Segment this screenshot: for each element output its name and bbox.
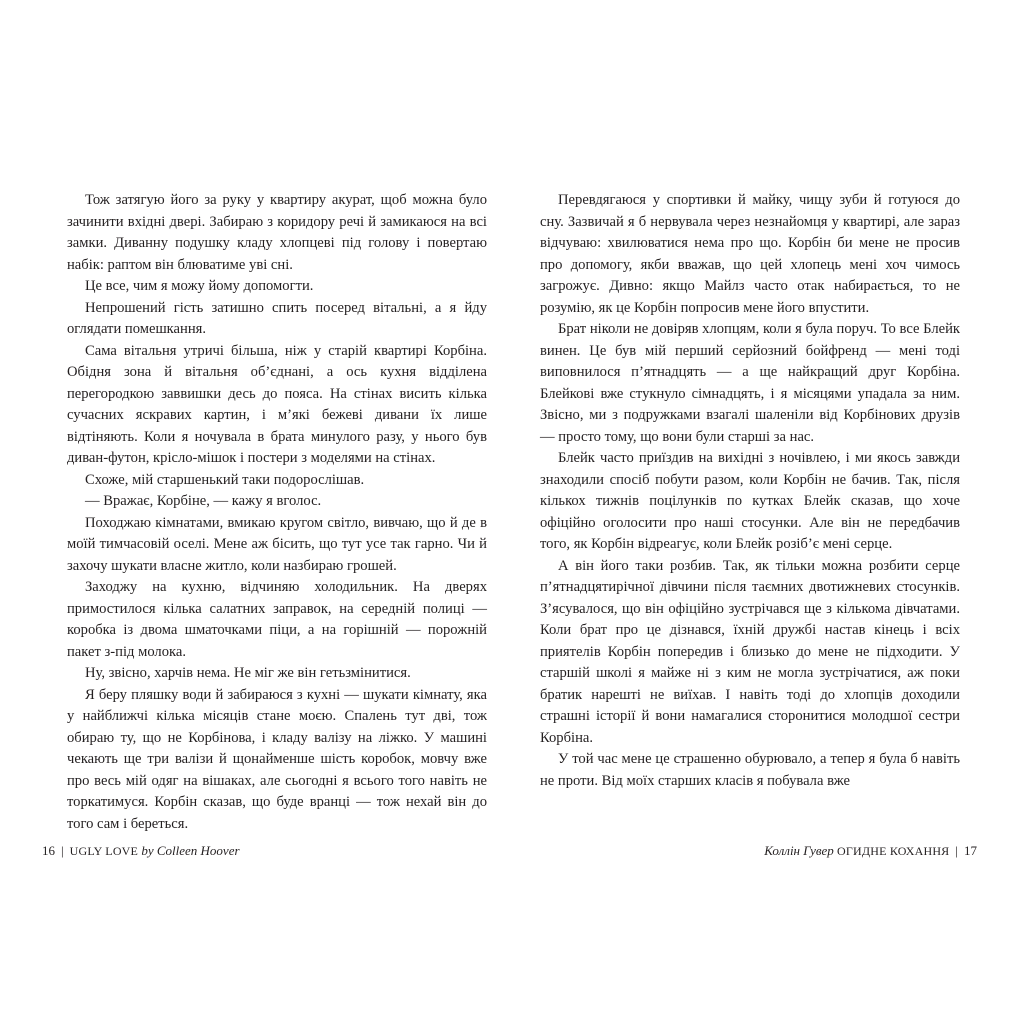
book-author: Коллін Гувер <box>764 843 834 858</box>
left-page-footer <box>42 842 240 860</box>
paragraph: А він його таки розбив. Так, як тільки можна розбити серце п’ятнадцятирічної дівчини після таємних двотижневих стосунків. З’ясувалося, що він офіційно зустрічався ще з кількома дівчатами. Коли брат про це дізнався, їхній дружбі настав кінець і всіх приятелів Корбін попередив і близько до мене не підходити. У старшій школі я майже ні з ким не могла зустрічатися, аж поки братик нарешті не виїхав. І навіть тоді до хлопців доходили страшні історії й вони намагалися сторонитися молодшої сестри Корбіна. <box>540 557 960 746</box>
paragraph: У той час мене це страшенно обурювало, а тепер я була б навіть не проти. Від моїх старших класів я побувала вже <box>540 751 960 789</box>
page-number: 17 <box>964 843 977 858</box>
paragraph: — Вражає, Корбіне, — кажу я вголос. <box>85 493 322 509</box>
folio-separator: | <box>61 843 64 858</box>
page-number: 16 <box>42 843 55 858</box>
book-title: ОГИДНЕ КОХАННЯ <box>837 844 950 858</box>
paragraph: Ну, звісно, харчів нема. Не міг же він гетьзмінитися. <box>85 665 411 681</box>
paragraph: Я беру пляшку води й забираюся з кухні — шукати кімнату, яка у найближчі кілька місяців стане моєю. Спалень тут дві, тож обираю ту, що не Корбінова, і кладу валізу на ліжко. У машині чекають ще три валізи й щонайменше шість коробок, мовчу вже про весь мій одяг на вішаках, але сьогодні я всього того навіть не торкатимуся. Корбін сказав, що буде вранці — тож нехай він до того сам і береться. <box>67 686 487 832</box>
paragraph: Блейк часто приїздив на вихідні з ночівлею, і ми якось завжди знаходили спосіб побути разом, коли Корбін не бачив. Так, після кількох тижнів поцілунків по кутках Блейк сказав, що хоче офіційно оголосити про наші стосунки. Але він не передбачив того, як Корбін відреагує, коли Блейк розіб’є мені серце. <box>540 450 960 552</box>
paragraph: Непрошений гість затишно спить посеред вітальні, а я йду оглядати помешкання. <box>67 299 487 337</box>
right-page-text <box>540 190 960 792</box>
left-page-text <box>67 190 487 835</box>
paragraph: Це все, чим я можу йому допомогти. <box>85 278 314 294</box>
book-title: UGLY LOVE <box>69 844 139 858</box>
paragraph: Схоже, мій старшенький таки подорослішав. <box>85 471 365 488</box>
book-author: by Colleen Hoover <box>141 843 240 858</box>
right-page-footer <box>764 842 977 860</box>
paragraph: Тож затягую його за руку у квартиру акурат, щоб можна було зачинити вхідні двері. Забираю з коридору речі й замикаюся на всі замки. Диванну подушку кладу хлопцеві під голову і повертаю набік: раптом він блюватиме уві сні. <box>67 192 487 273</box>
folio-separator: | <box>955 843 958 858</box>
paragraph: Походжаю кімнатами, вмикаю кругом світло, вивчаю, що й де в моїй тимчасовій оселі. Мене аж бісить, що тут усе так гарно. Чи й захочу шукати власне житло, коли назбираю грошей. <box>67 514 487 574</box>
paragraph: Сама вітальня утричі більша, ніж у старій квартирі Корбіна. Обідня зона й вітальня об’єднані, а ось кухня відділена перегородкою заввишки десь до пояса. На стінах висить кілька сучасних яскравих картин, і м’які бежеві дивани їх лише відтіняють. Коли я ночувала в брата минулого разу, у нього був диван-футон, крісло-мішок і постери з моделями на стінах. <box>67 342 487 466</box>
paragraph: Перевдягаюся у спортивки й майку, чищу зуби й готуюся до сну. Зазвичай я б нервувала через незнайомця у квартирі, але зараз відчуваю: хвилюватися нема про що. Корбін би мене не просив про допомогу, якби вважав, що цей хлопець мені хоч чимось загрожує. Дивно: якщо Майлз часто отак набирається, то не розумію, як це Корбін попросив мене його впустити. <box>540 192 960 316</box>
paragraph: Брат ніколи не довіряв хлопцям, коли я була поруч. То все Блейк винен. Це був мій перший серйозний бойфренд — мені тоді виповнилося п’ятнадцять — а ще найкращий друг Корбіна. Блейкові вже стукнуло сімнадцять, і я місяцями упадала за ним. Звісно, ми з подружками взагалі шаленіли від Корбінових друзів — просто тому, що вони були старші за нас. <box>540 321 960 445</box>
paragraph: Заходжу на кухню, відчиняю холодильник. На дверях примостилося кілька салатних заправок, на середній полиці — коробка із двома шматочками піци, а на горішній — порожній пакет з-під молока. <box>67 579 487 660</box>
